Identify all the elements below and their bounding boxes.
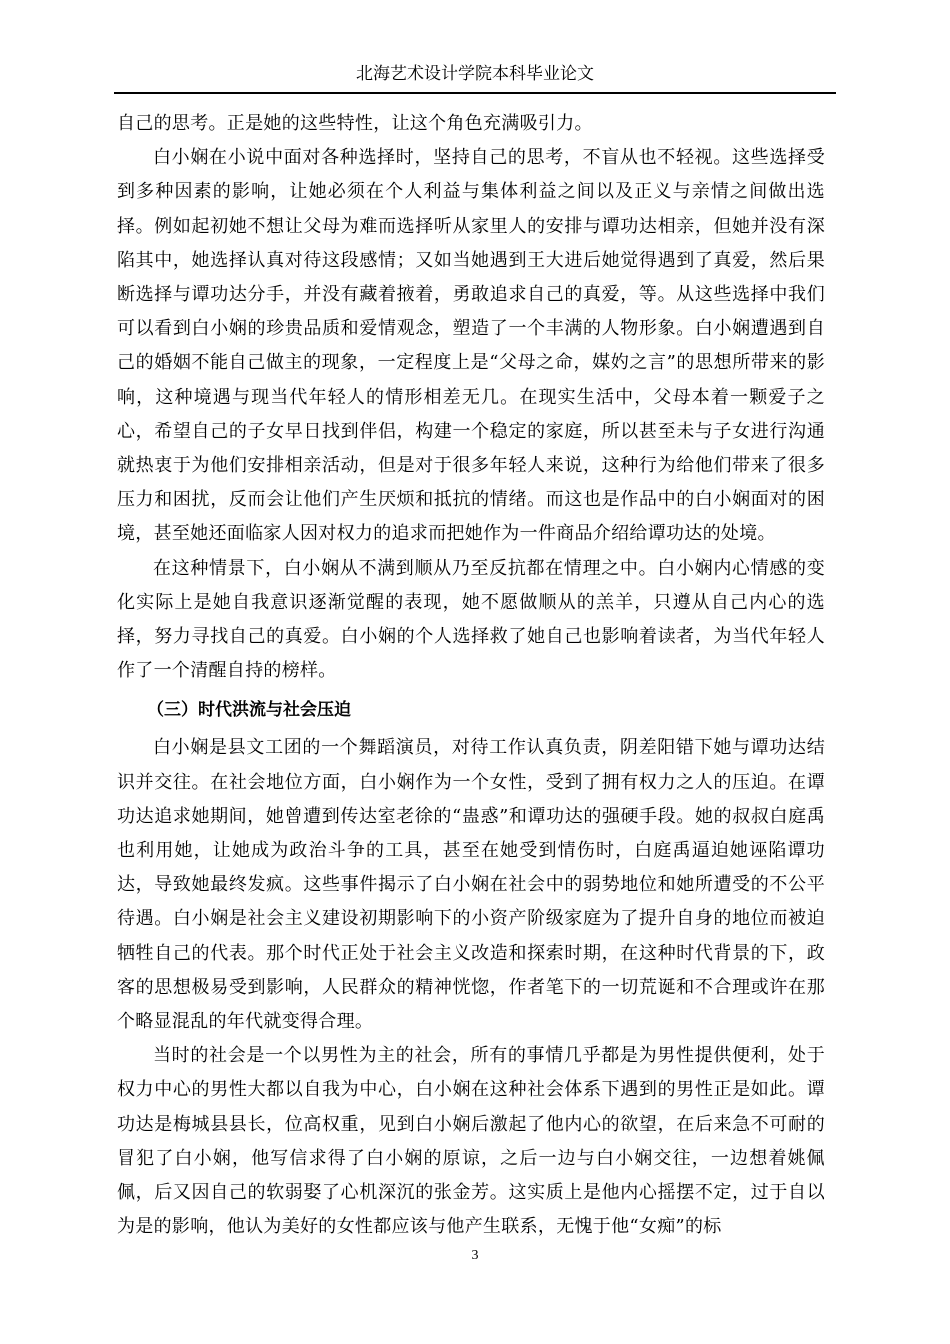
paragraph: 当时的社会是一个以男性为主的社会，所有的事情几乎都是为男性提供便利，处于权力中心的男性大都以自我为中心，白小娴在这种社会体系下遇到的男性正是如此。谭功达是梅城县县长，位高权重，见到白小娴后激起了他内心的欲望，在后来急不可耐的冒犯了白小娴，他写信求得了白小娴的原谅，之后一边与白小娴交往，一边想着姚佩佩，后又因自己的软弱娶了心机深沉的张金芳。这实质上是他内心摇摆不定，过于自以为是的影响，他认为美好的女性都应该与他产生联系，无愧于他“女痴”的标 [117,1045,825,1238]
page-number: 3 [471,1248,479,1263]
header-rule [114,92,836,94]
page-body [117,107,825,1245]
running-header: 北海艺术设计学院本科毕业论文 [356,64,594,84]
paragraph: 白小娴是县文工团的一个舞蹈演员，对待工作认真负责，阴差阳错下她与谭功达结识并交往。在社会地位方面，白小娴作为一个女性，受到了拥有权力之人的压迫。在谭功达追求她期间，她曾遭到传达室老徐的“蛊惑”和谭功达的强硬手段。她的叔叔白庭禹也利用她，让她成为政治斗争的工具，甚至在她受到情伤时，白庭禹逼迫她诬陷谭功达，导致她最终发疯。这些事件揭示了白小娴在社会中的弱势地位和她所遭受的不公平待遇。白小娴是社会主义建设初期影响下的小资产阶级家庭为了提升自身的地位而被迫牺牲自己的代表。那个时代正处于社会主义改造和探索时期，在这种时代背景的下，政客的思想极易受到影响，人民群众的精神恍惚，作者笔下的一切荒诞和不合理或许在那个略显混乱的年代就变得合理。 [117,737,825,1033]
section-heading: （三）时代洪流与社会压迫 [147,700,351,721]
paragraph: 白小娴在小说中面对各种选择时，坚持自己的思考，不盲从也不轻视。这些选择受到多种因素的影响，让她必须在个人利益与集体利益之间以及正义与亲情之间做出选择。例如起初她不想让父母为难而选择听从家里人的安排与谭功达相亲，但她并没有深陷其中，她选择认真对待这段感情；又如当她遇到王大进后她觉得遇到了真爱，然后果断选择与谭功达分手，并没有藏着掖着，勇敢追求自己的真爱，等。从这些选择中我们可以看到白小娴的珍贵品质和爱情观念，塑造了一个丰满的人物形象。白小娴遭遇到自己的婚姻不能自己做主的现象，一定程度上是“父母之命，媒妁之言”的思想所带来的影响，这种境遇与现当代年轻人的情形相差无几。在现实生活中，父母本着一颗爱子之心，希望自己的子女早日找到伴侣，构建一个稳定的家庭，所以甚至未与子女进行沟通就热衷于为他们安排相亲活动，但是对于很多年轻人来说，这种行为给他们带来了很多压力和困扰，反而会让他们产生厌烦和抵抗的情绪。而这也是作品中的白小娴面对的困境，甚至她还面临家人因对权力的追求而把她作为一件商品介绍给谭功达的处境。 [117,147,825,545]
paragraph-continuation: 自己的思考。正是她的这些特性，让这个角色充满吸引力。 [117,113,593,134]
paragraph: 在这种情景下，白小娴从不满到顺从乃至反抗都在情理之中。白小娴内心情感的变化实际上是她自我意识逐渐觉醒的表现，她不愿做顺从的羔羊，只遵从自己内心的选择，努力寻找自己的真爱。白小娴的个人选择救了她自己也影响着读者，为当代年轻人作了一个清醒自持的榜样。 [117,557,825,682]
